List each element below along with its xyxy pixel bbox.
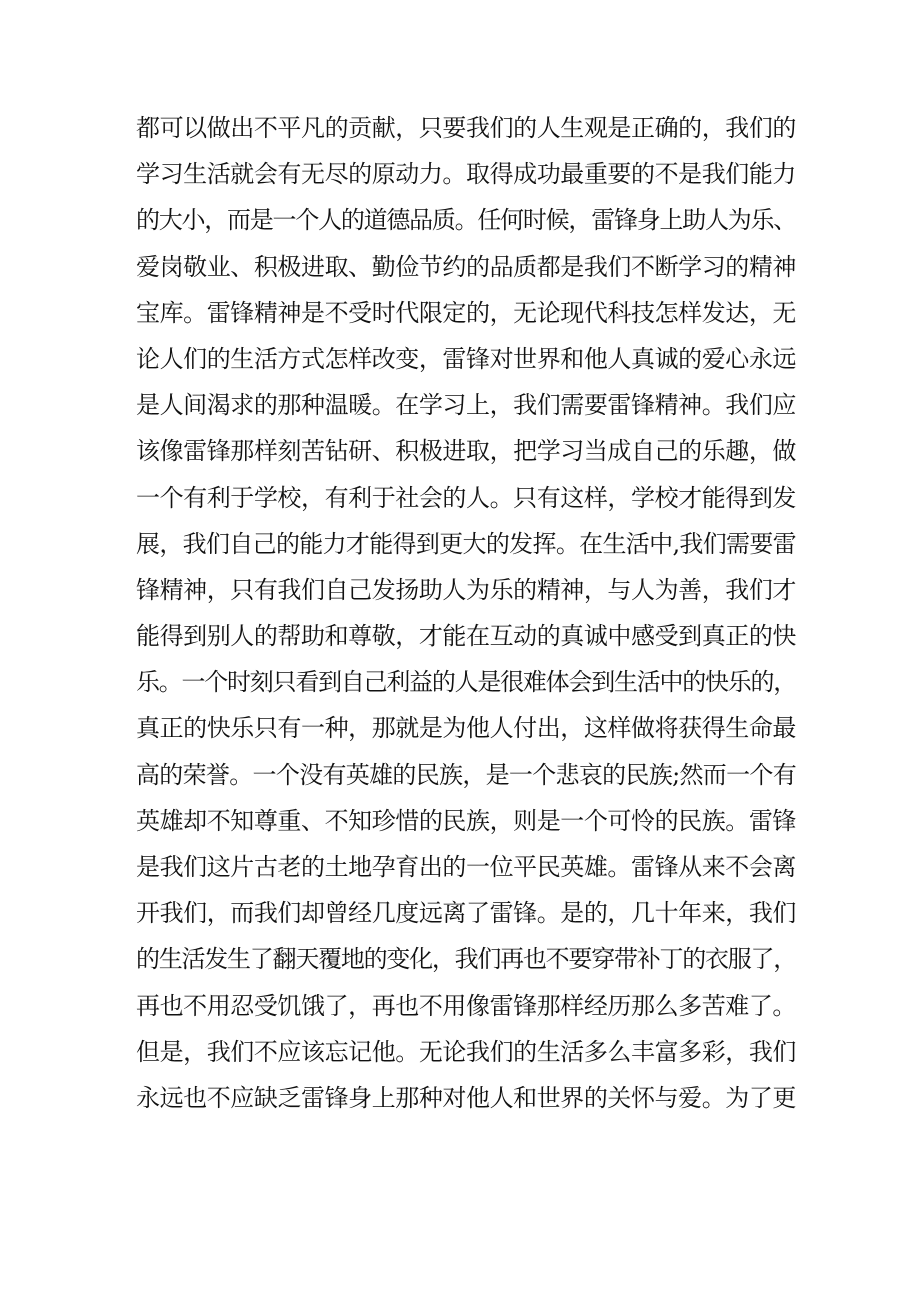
text-line: 一个有利于学校，有利于社会的人。只有这样，学校才能得到发 [136,483,796,512]
text-line: 能得到别人的帮助和尊敬，才能在互动的真诚中感受到真正的快 [136,622,796,651]
text-line: 永远也不应缺乏雷锋身上那种对他人和世界的关怀与爱。为了更 [136,1083,796,1112]
text-line: 是我们这片古老的土地孕育出的一位平民英雄。雷锋从来不会离 [136,853,796,881]
text-line: 是人间渴求的那种温暖。在学习上，我们需要雷锋精神。我们应 [136,391,796,420]
text-line: 高的荣誉。一个没有英雄的民族，是一个悲哀的民族;然而一个有 [136,760,796,789]
text-line: 锋精神，只有我们自己发扬助人为乐的精神，与人为善，我们才 [136,575,796,604]
text-line: 爱岗敬业、积极进取、勤俭节约的品质都是我们不断学习的精神 [136,252,796,281]
text-line: 真正的快乐只有一种，那就是为他人付出，这样做将获得生命最 [136,714,796,743]
text-line: 的生活发生了翻天覆地的变化，我们再也不要穿带补丁的衣服了， [136,945,796,974]
text-line: 该像雷锋那样刻苦钻研、积极进取，把学习当成自己的乐趣，做 [136,437,796,466]
body-text [136,105,796,1121]
text-line: 但是，我们不应该忘记他。无论我们的生活多么丰富多彩，我们 [136,1037,796,1066]
text-line: 再也不用忍受饥饿了，再也不用像雷锋那样经历那么多苦难了。 [136,991,796,1020]
text-line: 开我们，而我们却曾经几度远离了雷锋。是的，几十年来，我们 [136,899,796,928]
text-line: 论人们的生活方式怎样改变，雷锋对世界和他人真诚的爱心永远 [136,344,796,373]
text-line: 学习生活就会有无尽的原动力。取得成功最重要的不是我们能力 [136,160,796,189]
text-line: 乐。一个时刻只看到自己利益的人是很难体会到生活中的快乐的， [136,668,796,697]
text-line: 的大小，而是一个人的道德品质。任何时候，雷锋身上助人为乐、 [136,206,796,235]
text-line: 展，我们自己的能力才能得到更大的发挥。在生活中,我们需要雷 [136,529,796,558]
text-line: 英雄却不知尊重、不知珍惜的民族，则是一个可怜的民族。雷锋 [136,806,796,835]
text-line: 都可以做出不平凡的贡献，只要我们的人生观是正确的，我们的 [136,114,796,142]
text-line: 宝库。雷锋精神是不受时代限定的，无论现代科技怎样发达，无 [136,298,796,327]
